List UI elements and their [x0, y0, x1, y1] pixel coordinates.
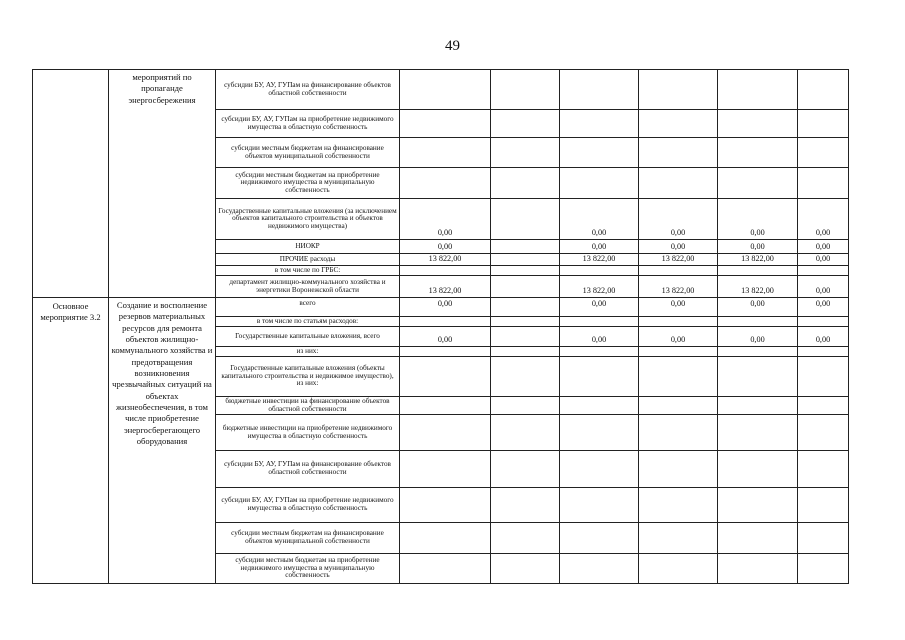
expense-label: субсидии местным бюджетам на приобретение недвижимого имущества в муниципальную собственность [216, 554, 400, 584]
value-cell [491, 168, 560, 199]
value-cell [798, 554, 849, 584]
value-cell [560, 488, 639, 523]
value-cell [491, 357, 560, 397]
expense-label: в том числе по ГРБС: [216, 266, 400, 276]
value-cell [400, 266, 491, 276]
value-cell [400, 357, 491, 397]
value-cell [491, 347, 560, 357]
expense-label: бюджетные инвестиции на финансирование объектов областной собственности [216, 397, 400, 415]
value-cell: 13 822,00 [560, 276, 639, 298]
value-cell: 13 822,00 [400, 276, 491, 298]
value-cell [400, 347, 491, 357]
value-cell: 0,00 [798, 298, 849, 317]
value-cell [798, 451, 849, 488]
expense-label: Государственные капитальные вложения (за исключением объектов капитального строительства и объектов недвижимого имущества) [216, 199, 400, 240]
value-cell [560, 347, 639, 357]
value-cell [491, 317, 560, 327]
value-cell [560, 554, 639, 584]
value-cell [639, 168, 718, 199]
value-cell [639, 110, 718, 138]
expense-label: субсидии БУ, АУ, ГУПам на приобретение недвижимого имущества в областную собственность [216, 488, 400, 523]
value-cell [560, 357, 639, 397]
value-cell [798, 397, 849, 415]
value-cell [639, 347, 718, 357]
budget-table [32, 69, 849, 584]
value-cell: 13 822,00 [718, 254, 798, 266]
value-cell [798, 266, 849, 276]
value-cell [718, 317, 798, 327]
value-cell [718, 554, 798, 584]
value-cell [798, 523, 849, 554]
expense-label: Государственные капитальные вложения, всего [216, 327, 400, 347]
value-cell: 13 822,00 [560, 254, 639, 266]
value-cell [491, 523, 560, 554]
value-cell: 0,00 [639, 327, 718, 347]
value-cell [491, 451, 560, 488]
value-cell [718, 451, 798, 488]
value-cell: 0,00 [639, 240, 718, 254]
expense-label: субсидии БУ, АУ, ГУПам на финансирование объектов областной собственности [216, 451, 400, 488]
value-cell [639, 488, 718, 523]
value-cell [491, 397, 560, 415]
value-cell [400, 70, 491, 110]
value-cell [491, 554, 560, 584]
expense-label: субсидии местным бюджетам на финансирование объектов муниципальной собственности [216, 523, 400, 554]
value-cell [798, 415, 849, 451]
value-cell: 13 822,00 [639, 276, 718, 298]
value-cell [560, 110, 639, 138]
value-cell [718, 415, 798, 451]
value-cell [400, 397, 491, 415]
value-cell [491, 199, 560, 240]
page-number: 49 [445, 38, 460, 54]
value-cell: 0,00 [560, 240, 639, 254]
value-cell [400, 168, 491, 199]
value-cell [400, 317, 491, 327]
value-cell [639, 357, 718, 397]
value-cell [491, 415, 560, 451]
value-cell [400, 554, 491, 584]
value-cell: 0,00 [798, 199, 849, 240]
value-cell: 0,00 [718, 240, 798, 254]
value-cell [560, 523, 639, 554]
value-cell [639, 554, 718, 584]
value-cell: 13 822,00 [639, 254, 718, 266]
expense-label: Государственные капитальные вложения (объекты капитального строительства и недвижимое имущество), из них: [216, 357, 400, 397]
table-body [33, 70, 849, 584]
value-cell [560, 168, 639, 199]
section-code-cell [33, 70, 109, 298]
value-cell [639, 397, 718, 415]
value-cell: 0,00 [400, 327, 491, 347]
value-cell: 0,00 [639, 199, 718, 240]
value-cell [491, 138, 560, 168]
value-cell [560, 415, 639, 451]
value-cell [560, 138, 639, 168]
table-row [33, 70, 849, 110]
measure-name-cell: Создание и восполнение резервов материальных ресурсов для ремонта объектов жилищно-коммунального хозяйства и предотвращения возникновения чрезвычайных ситуаций на объектах жизнеобеспечения, в том числе приобретение энергосберегающего оборудования [109, 298, 216, 584]
value-cell [400, 110, 491, 138]
value-cell [491, 110, 560, 138]
value-cell [639, 415, 718, 451]
value-cell [560, 266, 639, 276]
value-cell: 0,00 [798, 327, 849, 347]
value-cell [491, 298, 560, 317]
value-cell [639, 70, 718, 110]
table-row [33, 298, 849, 317]
value-cell: 0,00 [718, 298, 798, 317]
value-cell [491, 240, 560, 254]
value-cell [718, 397, 798, 415]
value-cell [798, 347, 849, 357]
value-cell [639, 451, 718, 488]
value-cell [718, 70, 798, 110]
expense-label: департамент жилищно-коммунального хозяйства и энергетики Воронежской области [216, 276, 400, 298]
value-cell: 0,00 [798, 276, 849, 298]
value-cell [560, 451, 639, 488]
value-cell: 0,00 [560, 298, 639, 317]
value-cell: 0,00 [560, 327, 639, 347]
value-cell: 0,00 [718, 327, 798, 347]
value-cell [798, 357, 849, 397]
value-cell: 0,00 [639, 298, 718, 317]
value-cell [798, 70, 849, 110]
measure-code-cell: Основное мероприятие 3.2 [33, 298, 109, 584]
value-cell: 0,00 [560, 199, 639, 240]
value-cell [560, 397, 639, 415]
expense-label: бюджетные инвестиции на приобретение недвижимого имущества в областную собственность [216, 415, 400, 451]
value-cell [400, 415, 491, 451]
value-cell [400, 488, 491, 523]
value-cell [718, 523, 798, 554]
value-cell [491, 488, 560, 523]
value-cell: 0,00 [718, 199, 798, 240]
value-cell [718, 110, 798, 138]
value-cell [718, 266, 798, 276]
expense-label: субсидии БУ, АУ, ГУПам на финансирование объектов областной собственности [216, 70, 400, 110]
value-cell [798, 138, 849, 168]
value-cell [798, 168, 849, 199]
expense-label: субсидии местным бюджетам на финансирование объектов муниципальной собственности [216, 138, 400, 168]
value-cell: 0,00 [798, 254, 849, 266]
value-cell [560, 70, 639, 110]
value-cell [400, 523, 491, 554]
value-cell [718, 138, 798, 168]
section-name-cell: мероприятий по пропаганде энергосбережения [109, 70, 216, 298]
expense-label: субсидии БУ, АУ, ГУПам на приобретение недвижимого имущества в областную собственность [216, 110, 400, 138]
value-cell [718, 488, 798, 523]
expense-label: субсидии местным бюджетам на приобретение недвижимого имущества в муниципальную собственность [216, 168, 400, 199]
value-cell: 13 822,00 [718, 276, 798, 298]
expense-label: ПРОЧИЕ расходы [216, 254, 400, 266]
value-cell [798, 317, 849, 327]
value-cell [718, 168, 798, 199]
expense-label: всего [216, 298, 400, 317]
value-cell [400, 451, 491, 488]
value-cell: 13 822,00 [400, 254, 491, 266]
value-cell: 0,00 [400, 199, 491, 240]
value-cell [491, 266, 560, 276]
value-cell [798, 488, 849, 523]
value-cell [400, 138, 491, 168]
value-cell [491, 276, 560, 298]
value-cell: 0,00 [400, 298, 491, 317]
value-cell: 0,00 [798, 240, 849, 254]
value-cell: 0,00 [400, 240, 491, 254]
value-cell [491, 70, 560, 110]
value-cell [639, 523, 718, 554]
value-cell [639, 138, 718, 168]
value-cell [718, 347, 798, 357]
expense-label: НИОКР [216, 240, 400, 254]
expense-label: из них: [216, 347, 400, 357]
value-cell [639, 266, 718, 276]
value-cell [798, 110, 849, 138]
value-cell [491, 254, 560, 266]
value-cell [639, 317, 718, 327]
value-cell [491, 327, 560, 347]
value-cell [560, 317, 639, 327]
expense-label: в том числе по статьям расходов: [216, 317, 400, 327]
value-cell [718, 357, 798, 397]
